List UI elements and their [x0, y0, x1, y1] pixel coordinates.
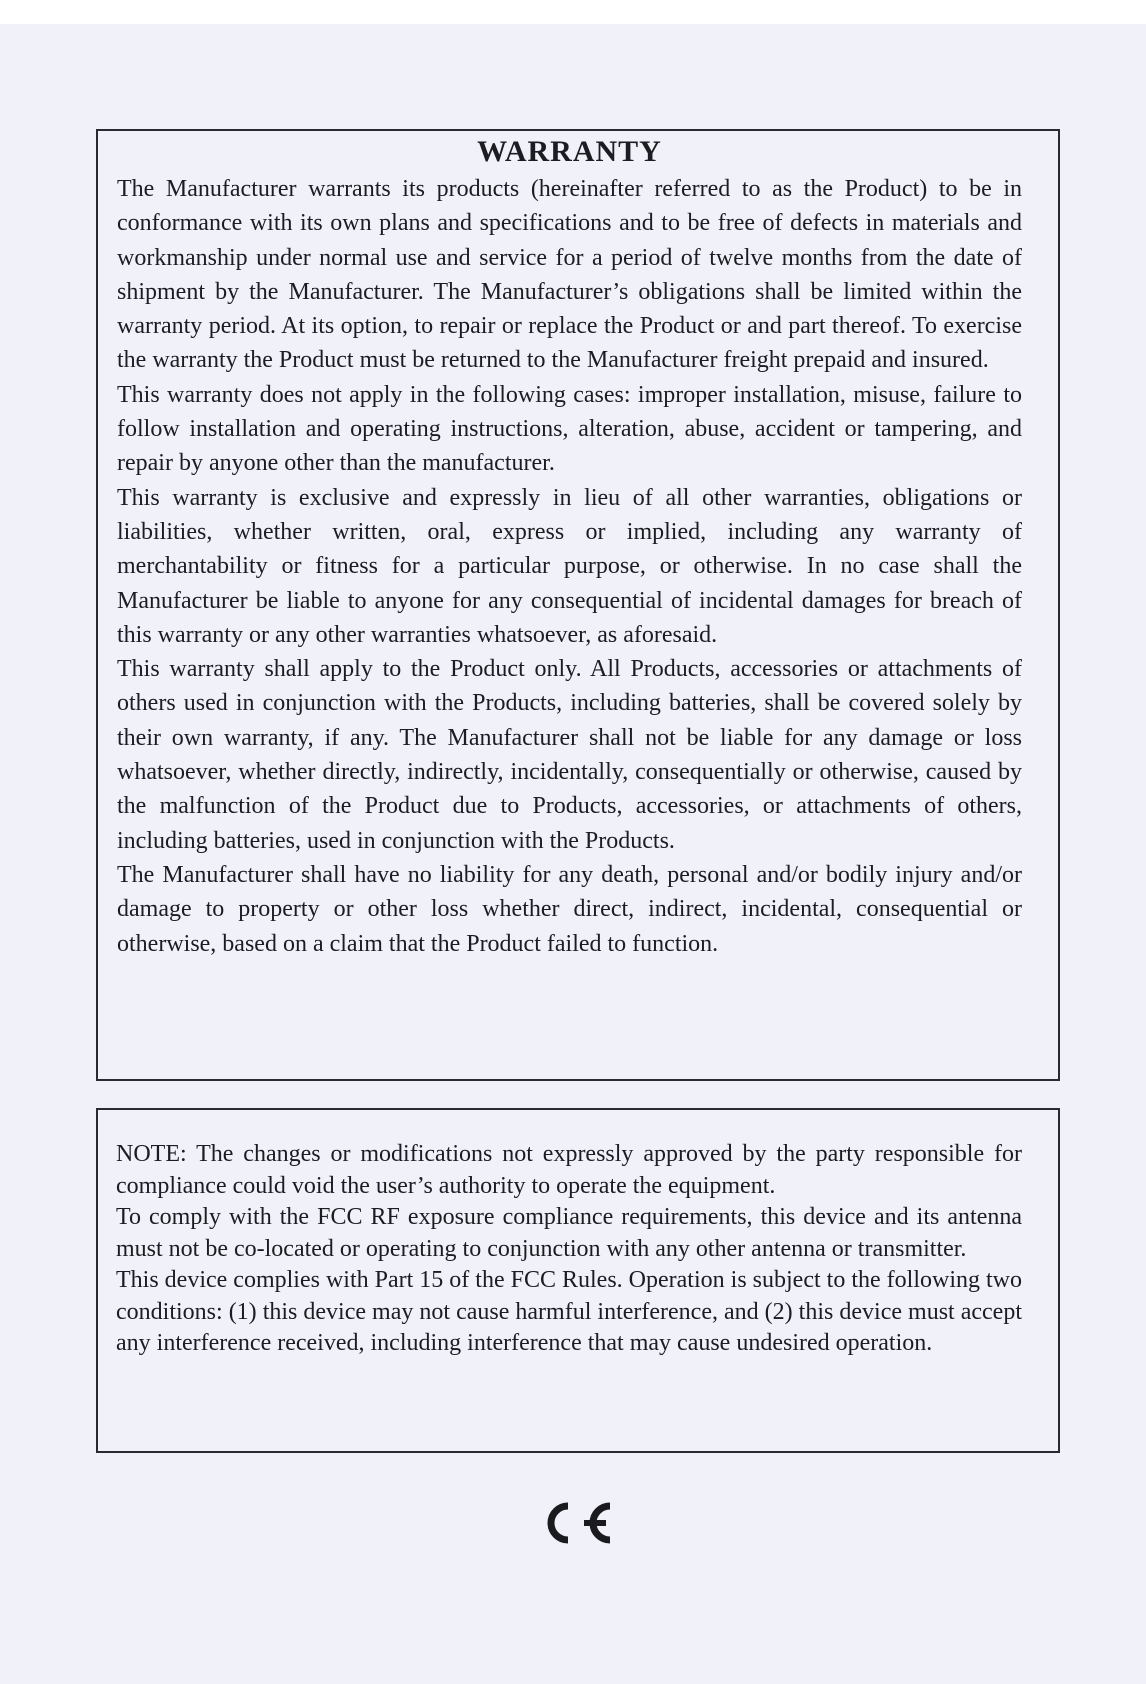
scanned-page	[0, 24, 1146, 1684]
warranty-title: WARRANTY	[477, 135, 662, 168]
warranty-paragraph: This warranty shall apply to the Product only. All Products, accessories or attachments of others used in conjunction with the Products, including batteries, shall be covered solely by their own warranty, if any. The Manufacturer shall not be liable for any damage or loss whatsoever, whether directly, indirectly, incidentally, consequentially or otherwise, caused by the malfunction of the Product due to Products, accessories, or attachments of others, including batteries, used in conjunction with the Products.	[117, 656, 1022, 854]
warranty-paragraph: The Manufacturer shall have no liability for any death, personal and/or bodily injury and/or damage to property or other loss whether direct, indirect, incidental, consequential or otherwise, based on a claim that the Product failed to function.	[117, 861, 1022, 957]
notice-paragraph: NOTE: The changes or modifications not expressly approved by the party responsible for compliance could void the user’s authority to operate the equipment.	[116, 1141, 1022, 1199]
warranty-paragraph: This warranty is exclusive and expressly in lieu of all other warranties, obligations or liabilities, whether written, oral, express or implied, including any warranty of merchantability or fitness for a particular purpose, or otherwise. In no case shall the Manufacturer be liable to anyone for any consequential of incidental damages for breach of this warranty or any other warranties whatsoever, as aforesaid.	[117, 484, 1022, 648]
warranty-box	[96, 129, 1060, 1081]
warranty-paragraph: This warranty does not apply in the following cases: improper installation, misuse, failure to follow installation and operating instructions, alteration, abuse, accident or tampering, and repair by anyone other than the manufacturer.	[117, 381, 1022, 477]
warranty-paragraph: The Manufacturer warrants its products (hereinafter referred to as the Product) to be in conformance with its own plans and specifications and to be free of defects in materials and workmanship under normal use and service for a period of twelve months from the date of shipment by the Manufacturer. The Manufacturer’s obligations shall be limited within the warranty period. At its option, to repair or replace the Product or and part thereof. To exercise the warranty the Product must be returned to the Manufacturer freight prepaid and insured.	[117, 176, 1022, 374]
notice-paragraph: This device complies with Part 15 of the FCC Rules. Operation is subject to the following two conditions: (1) this device may not cause harmful interference, and (2) this device must accept any interference received, including interference that may cause undesired operation.	[116, 1267, 1022, 1356]
ce-mark-icon	[534, 1498, 618, 1548]
notice-paragraph: To comply with the FCC RF exposure compliance requirements, this device and its antenna must not be co-located or operating to conjunction with any other antenna or transmitter.	[116, 1204, 1022, 1262]
fcc-notice-box	[96, 1108, 1060, 1453]
